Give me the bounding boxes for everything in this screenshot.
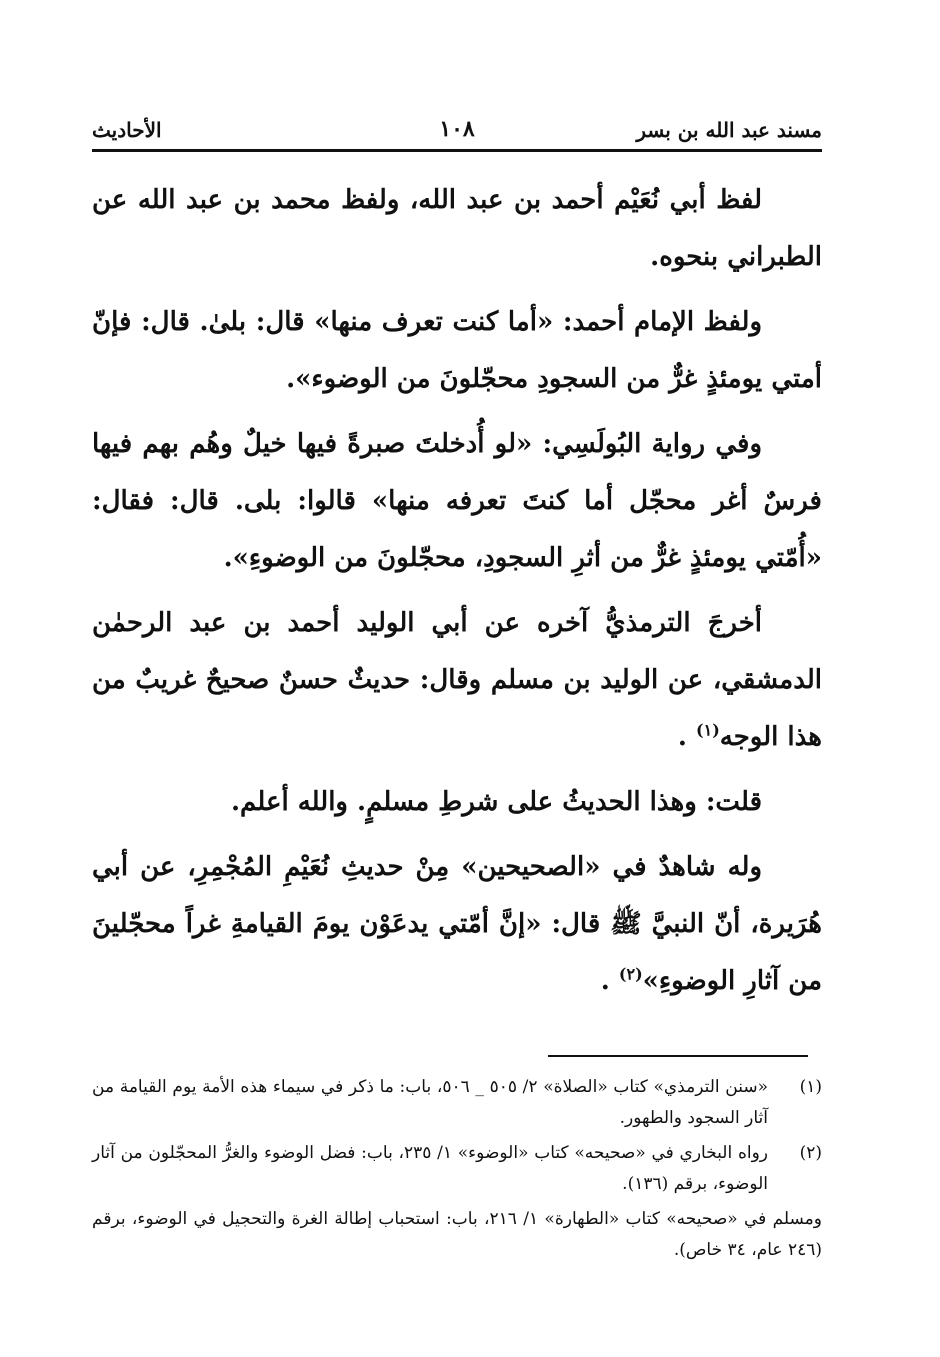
footnote-ref-1[interactable]: (١)	[696, 720, 720, 740]
running-head-section: الأحاديث	[92, 118, 162, 142]
paragraph-2: ولفظ الإمام أحمد: «أما كنت تعرف منها» قال: بلىٰ. قال: فإنّ أمتي يومئذٍ غرٌّ من السجودِ محجّلونَ من الوضوء».	[92, 307, 822, 394]
main-text	[92, 172, 822, 1018]
paragraph-6	[92, 839, 822, 1010]
paragraph-4-end: .	[677, 722, 687, 752]
paragraph-6-end: .	[600, 966, 610, 996]
paragraph-6-text: وله شاهدٌ في «الصحيحين» مِنْ حديثِ نُعَيْمِ المُجْمِرِ، عن أبي هُرَيرة، أنّ النبيَّ ﷺ قال: «إنَّ أمّتي يدعَوْن يومَ القيامةِ غراً محجّلينَ من آثارِ الوضوءِ»	[92, 852, 822, 996]
footnotes	[92, 1072, 822, 1270]
footnote-2-continued	[92, 1204, 822, 1266]
footnote-text: ومسلم في «صحيحه» كتاب «الطهارة» ١/ ٢١٦، باب: استحباب إطالة الغرة والتحجيل في الوضوء، برقم (٢٤٦ عام، ٣٤ خاص).	[92, 1209, 822, 1260]
footnote-1	[92, 1072, 822, 1134]
footnote-ref-2[interactable]: (٢)	[618, 964, 643, 984]
footnote-number: (٢)	[799, 1143, 822, 1163]
running-head-title: مسند عبد الله بن بسر	[636, 118, 822, 142]
footnote-rule	[548, 1055, 808, 1057]
paragraph-3: وفي رواية البُولَسِي: «لو أُدخلتَ صبرةً فيها خيلٌ وهُم بهم فيها فرسٌ أغر محجّل أما كنتَ تعرفه منها» قالوا: بلى. قال: فقال: «أُمّتي يومئذٍ غرٌّ من أثرِ السجودِ، محجّلونَ من الوضوءِ».	[92, 429, 822, 573]
footnote-text: «سنن الترمذي» كتاب «الصلاة» ٢/ ٥٠٥ _ ٥٠٦، باب: ما ذكر في سيماء هذه الأمة يوم القيامة من آثار السجود والطهور.	[92, 1077, 768, 1128]
paragraph-4	[92, 595, 822, 766]
paragraph-1: لفظ أبي نُعَيْم أحمد بن عبد الله، ولفظ محمد بن عبد الله عن الطبراني بنحوه.	[92, 185, 822, 272]
paragraph-4-text: أخرجَ الترمذيُّ آخره عن أبي الوليد أحمد بن عبد الرحمٰن الدمشقي، عن الوليد بن مسلم وقال: حديثٌ حسنٌ صحيحٌ غريبٌ من هذا الوجه	[92, 608, 822, 752]
running-head	[92, 112, 822, 146]
footnote-text: رواه البخاري في «صحيحه» كتاب «الوضوء» ١/ ٢٣٥، باب: فضل الوضوء والغرُّ المحجّلون من آثار الوضوء، برقم (١٣٦).	[92, 1143, 768, 1194]
paragraph-5: قلت: وهذا الحديثُ على شرطِ مسلمٍ. والله أعلم.	[230, 787, 762, 817]
footnote-2	[92, 1138, 822, 1200]
header-rule	[92, 149, 822, 152]
footnote-number: (١)	[799, 1077, 822, 1097]
page-number: ١٠٨	[439, 116, 475, 142]
